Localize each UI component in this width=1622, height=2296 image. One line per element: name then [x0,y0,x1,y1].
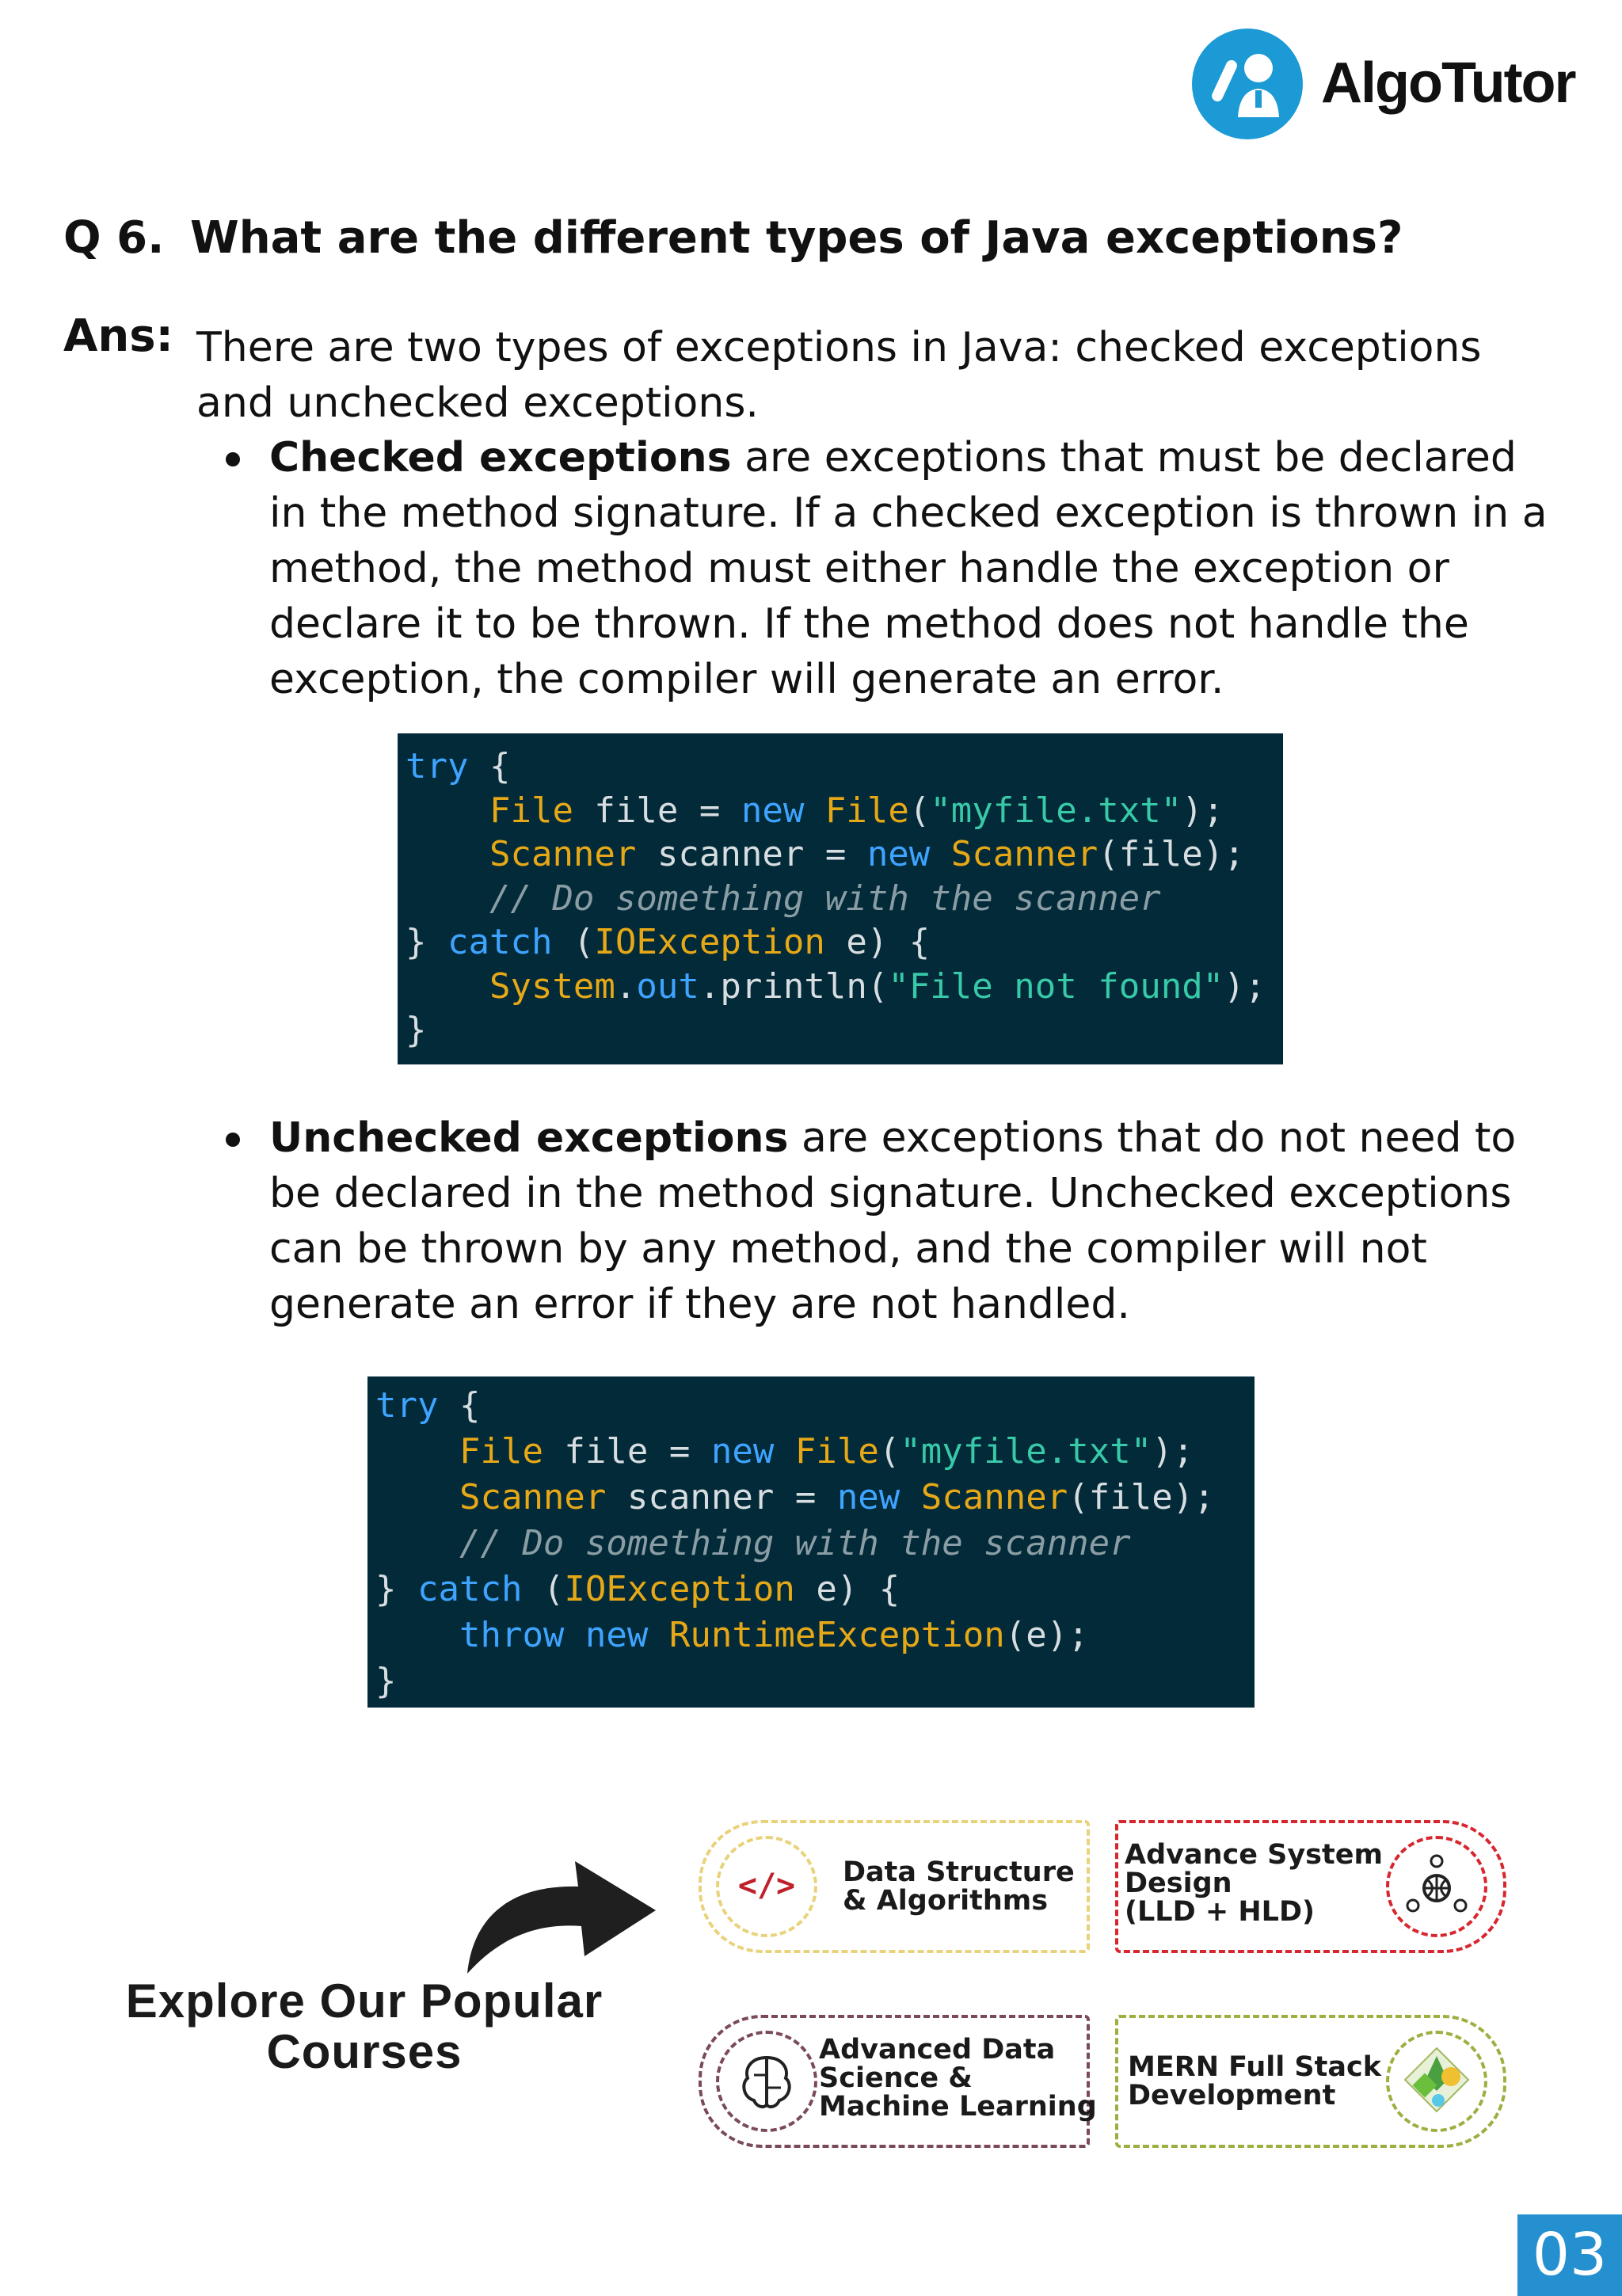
network-globe-icon [1386,1836,1487,1937]
code-line: // Do something with the scanner [375,1523,1131,1563]
unchecked-text: are exceptions that do not need to be declared in the method signature. Unchecked exceptions can be thrown by any method, and the compiler will not generate an error if they are not handled. [269,1114,1517,1328]
code-line: } [375,1661,397,1701]
curved-arrow-icon [451,1837,665,1980]
promo-title-line2: Courses [266,2025,463,2078]
code-line: File file = new File("myfile.txt"); [459,1431,1194,1472]
code-line: throw new RuntimeException(e); [459,1615,1089,1655]
unchecked-term: Unchecked exceptions [269,1114,789,1162]
page-number: 03 [1517,2214,1622,2296]
checked-text: are exceptions that must be declared in the method signature. If a checked exception is thrown in a method, the method must either handle the exception or declare it to be thrown. If the method does not handle the exception, the compiler will generate an error. [269,434,1548,703]
code-line: // Do something with the scanner [406,878,1161,919]
code-line: } catch (IOException e) { [375,1569,900,1609]
question-title: What are the different types of Java exceptions? [190,212,1403,264]
promo-title [79,1976,649,2077]
promo-title-line1: Explore Our Popular [125,1974,603,2028]
course-label: Advanced Data Science & Machine Learning [819,2034,1097,2123]
answer-label: Ans: [63,310,173,362]
bullet-dot [226,452,240,466]
code-line: try { [406,746,511,786]
code-block-unchecked [367,1376,1255,1708]
course-card-system-design[interactable] [1115,1820,1506,1953]
course-card-dsa[interactable] [699,1820,1090,1953]
code-line: try { [375,1385,481,1426]
unchecked-exceptions-paragraph [269,1110,1552,1332]
code-block-checked [398,733,1283,1064]
brand-name: AlgoTutor [1321,51,1575,115]
course-label: Advance System Design (LLD + HLD) [1125,1839,1383,1928]
answer-intro: There are two types of exceptions in Java: checked exceptions and unchecked exceptions. [196,324,1482,427]
question-number: Q 6. [63,212,165,264]
code-line: File file = new File("myfile.txt"); [489,790,1224,831]
code-line: } catch (IOException e) { [406,922,931,962]
mern-stack-icon [1386,2031,1487,2132]
course-label: Data Structure & Algorithms [843,1856,1075,1917]
algotutor-logo-icon [1192,29,1303,139]
course-card-mern[interactable] [1115,2015,1506,2148]
code-icon: </> [716,1836,817,1937]
code-line: Scanner scanner = new Scanner(file); [459,1477,1215,1517]
code-line: Scanner scanner = new Scanner(file); [489,834,1245,874]
course-card-data-science[interactable] [699,2015,1097,2148]
brain-circuit-icon [716,2031,817,2132]
code-line: System.out.println("File not found"); [489,965,1266,1007]
checked-term: Checked exceptions [269,434,732,482]
code-line: } [406,1010,427,1050]
bullet-dot [226,1133,240,1147]
checked-exceptions-paragraph [269,430,1552,707]
course-label: MERN Full Stack Development [1128,2051,1382,2111]
